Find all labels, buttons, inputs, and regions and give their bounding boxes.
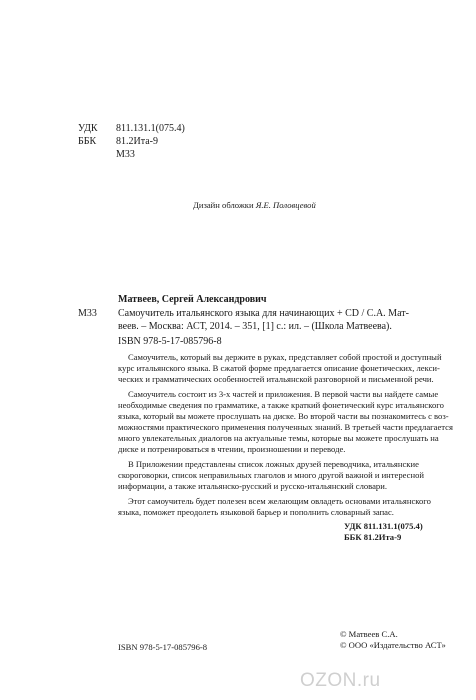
bbk-bottom: ББК 81.2Ита-9 <box>344 532 402 542</box>
abstract-line: курс итальянского языка. В сжатой форме предлагается описание фонетических, лекси- <box>118 363 440 373</box>
abstract-line: скороговорки, список неправильных глаголов и много другой важной и интересной <box>118 470 424 480</box>
abstract-line: необходимые сведения по грамматике, а также краткий фонетический курс итальянского <box>118 400 444 410</box>
abstract-line: языка, поможет преодолеть языковой барьер и пополнить словарный запас. <box>118 507 394 517</box>
abstract-line: много увлекательных диалогов на актуальные темы, которые вы можете прослушать на <box>118 433 439 443</box>
isbn-bottom: ISBN 978-5-17-085796-8 <box>118 642 208 652</box>
author-mark: М33 <box>116 149 135 160</box>
entry-line: веев. – Москва: АСТ, 2014. – 351, [1] с.: ил. – (Школа Матвеева). <box>118 321 392 332</box>
cover-design-prefix: Дизайн обложки <box>193 200 254 210</box>
bbk-line <box>78 135 185 148</box>
abstract-paragraph <box>118 389 458 455</box>
entry-line: Самоучитель итальянского языка для начинающих + CD / С.А. Мат- <box>118 308 409 319</box>
abstract-line: Самоучитель состоит из 3-х частей и приложения. В первой части вы найдете самые <box>128 389 439 399</box>
watermark: OZON.ru <box>300 670 381 691</box>
abstract-line: языка, который вы можете прослушать на диске. Во второй части вы познакомитесь с воз- <box>118 411 449 421</box>
cover-designer-name: Я.Е. Половцевой <box>255 200 316 210</box>
udk-bottom: УДК 811.131.1(075.4) <box>344 521 423 531</box>
abstract-line: ческих и грамматических особенностей итальянской разговорной и письменной речи. <box>118 374 434 384</box>
cover-design-credit <box>193 200 316 211</box>
abstract-line: информации, а также итальянско-русский и русско-итальянский словари. <box>118 481 387 491</box>
udk-line <box>78 122 185 135</box>
isbn-entry: ISBN 978-5-17-085796-8 <box>118 336 222 347</box>
udk-label: УДК <box>78 123 98 134</box>
abstract-line: Этот самоучитель будет полезен всем желающим овладеть основами итальянского <box>128 496 431 506</box>
abstract-line: диске и потренироваться в чтении, произношении и переводе. <box>118 444 346 454</box>
classification-block <box>78 122 185 161</box>
abstract-line: можностями практического применения полученных знаний. В третьей части предлагается <box>118 422 453 432</box>
abstract-line: В Приложении представлены список ложных друзей переводчика, итальянские <box>128 459 419 469</box>
copyright-block <box>340 629 446 651</box>
abstract-paragraph <box>118 496 458 518</box>
abstract-paragraph <box>118 352 458 385</box>
abstract-line: Самоучитель, который вы держите в руках, представляет собой простой и доступный <box>128 352 442 362</box>
bbk-label: ББК <box>78 136 97 147</box>
abstract-paragraph <box>118 459 458 492</box>
classification-bottom <box>344 521 423 543</box>
copyright-publisher: © ООО «Издательство АСТ» <box>340 640 446 650</box>
abstract <box>118 352 458 522</box>
bbk-value: 81.2Ита-9 <box>116 136 158 147</box>
entry-author: Матвеев, Сергей Александрович <box>118 294 267 305</box>
entry-author-code: М33 <box>78 308 97 319</box>
udk-value: 811.131.1(075.4) <box>116 123 185 134</box>
copyright-author: © Матвеев С.А. <box>340 629 398 639</box>
bibliographic-entry <box>118 307 448 333</box>
